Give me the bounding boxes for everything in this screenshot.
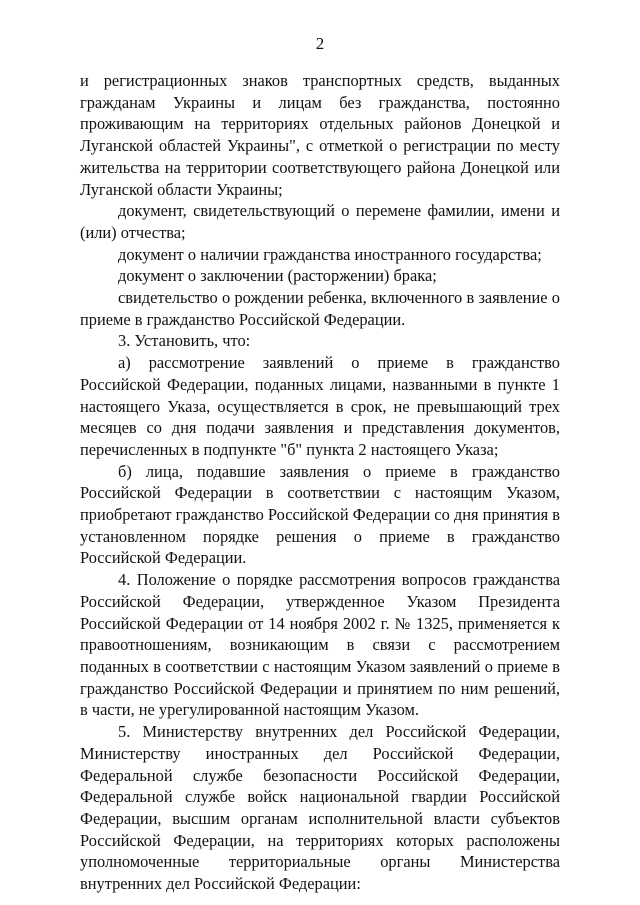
document-body [80, 70, 560, 895]
paragraph-birth-certificate: свидетельство о рождении ребенка, включенного в заявление о приеме в гражданство Российской Федерации. [80, 288, 560, 329]
paragraph-clause-3a: а) рассмотрение заявлений о приеме в гражданство Российской Федерации, поданных лицами, названными в пункте 1 настоящего Указа, осуществляется в срок, не превышающий трех месяцев со дня подачи заявления и представления документов, перечисленных в подпункте "б" пункта 2 настоящего Указа; [80, 353, 560, 459]
paragraph-foreign-citizenship-document: документ о наличии гражданства иностранного государства; [118, 244, 542, 264]
page-number: 2 [315, 34, 325, 53]
paragraph-name-change-document: документ, свидетельствующий о перемене фамилии, имени и (или) отчества; [80, 201, 560, 242]
paragraph-clause-3b: б) лица, подавшие заявления о приеме в гражданство Российской Федерации в соответствии с настоящим Указом, приобретают гражданство Российской Федерации со дня принятия в установленном порядке решения о приеме в гражданство Российской Федерации. [80, 461, 560, 568]
paragraph-clause-4: 4. Положение о порядке рассмотрения вопросов гражданства Российской Федерации, утвержденное Указом Президента Российской Федерации от 14 ноября 2002 г. № 1325, применяется к правоотношениям, возникающим в связи с рассмотрением поданных в соответствии с настоящим Указом заявлений о приеме в гражданство Российской Федерации и принятием по ним решений, в части, не урегулированной настоящим Указом. [80, 570, 560, 720]
paragraph-clause-5: 5. Министерству внутренних дел Российской Федерации, Министерству иностранных дел Российской Федерации, Федеральной службе безопасности Российской Федерации, Федеральной службе войск национальной гвардии Российской Федерации, высшим органам исполнительной власти субъектов Российской Федерации, на территориях которых расположены уполномоченные территориальные органы Министерства внутренних дел Российской Федерации: [80, 722, 560, 894]
paragraph-marriage-document: документ о заключении (расторжении) брака; [118, 266, 437, 286]
paragraph-continuation: и регистрационных знаков транспортных средств, выданных гражданам Украины и лицам без гражданства, постоянно проживающим на территориях отдельных районов Донецкой и Луганской областей Украины", с отметкой о регистрации по месту жительства на территории соответствующего района Донецкой или Луганской области Украины; [80, 71, 560, 199]
paragraph-clause-3: 3. Установить, что: [118, 331, 251, 351]
